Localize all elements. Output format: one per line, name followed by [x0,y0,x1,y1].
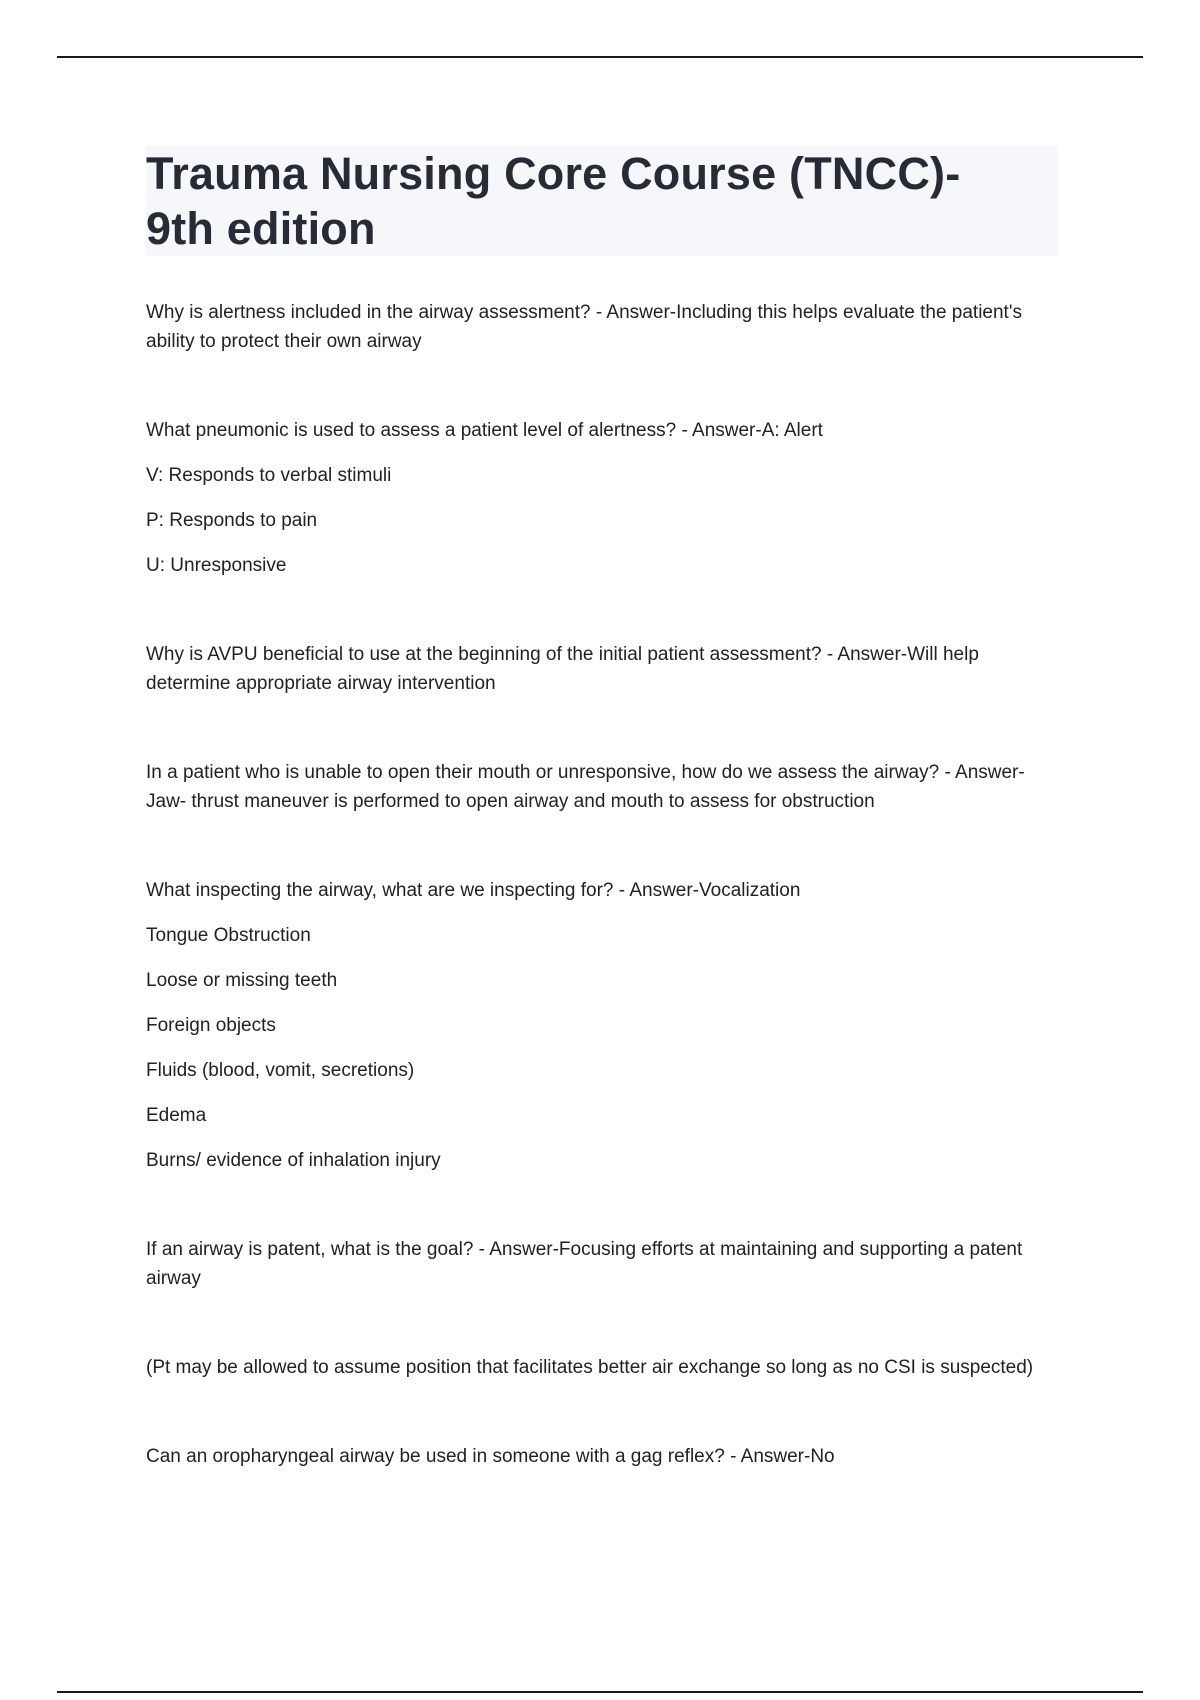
qa-question: In a patient who is unable to open their mouth or unresponsive, how do we assess the airway? - Answer-Jaw- thrust maneuver is performed to open airway and mouth to assess for obstruction [146,762,1025,812]
qa-question: Why is alertness included in the airway assessment? - Answer-Including this helps evaluate the patient's ability to protect their own airway [146,302,1022,352]
qa-answer-line: Fluids (blood, vomit, secretions) [146,1060,415,1081]
qa-item [146,1235,1058,1293]
qa-question: Can an oropharyngeal airway be used in someone with a gag reflex? - Answer-No [146,1446,835,1467]
title-banner [146,146,1058,256]
qa-answer-line: P: Responds to pain [146,510,318,531]
qa-list [146,298,1058,1471]
qa-item [146,416,1058,580]
qa-answer-line: Burns/ evidence of inhalation injury [146,1150,441,1171]
footer-rule [57,1691,1143,1693]
page-content [146,146,1058,1531]
title-line-1: Trauma Nursing Core Course (TNCC)- [146,148,961,199]
qa-question: What pneumonic is used to assess a patient level of alertness? - Answer-A: Alert [146,420,823,441]
qa-item [146,298,1058,356]
qa-item [146,1442,1058,1471]
qa-answer-line: Foreign objects [146,1015,276,1036]
header-rule [57,56,1143,58]
document-title [146,146,1058,256]
qa-answer-line: Tongue Obstruction [146,925,311,946]
title-line-2: 9th edition [146,203,376,254]
qa-item [146,758,1058,816]
qa-item [146,640,1058,698]
qa-question: If an airway is patent, what is the goal? - Answer-Focusing efforts at maintaining and supporting a patent airway [146,1239,1023,1289]
qa-answer-line: Edema [146,1105,207,1126]
qa-answer-line: V: Responds to verbal stimuli [146,465,392,486]
qa-item [146,876,1058,1175]
qa-note: (Pt may be allowed to assume position that facilitates better air exchange so long as no CSI is suspected) [146,1357,1034,1378]
qa-question: Why is AVPU beneficial to use at the beginning of the initial patient assessment? - Answer-Will help determine appropriate airway intervention [146,644,979,694]
qa-question: What inspecting the airway, what are we inspecting for? - Answer-Vocalization [146,880,801,901]
qa-answer-line: Loose or missing teeth [146,970,338,991]
qa-item [146,1353,1058,1382]
qa-answer-line: U: Unresponsive [146,555,287,576]
